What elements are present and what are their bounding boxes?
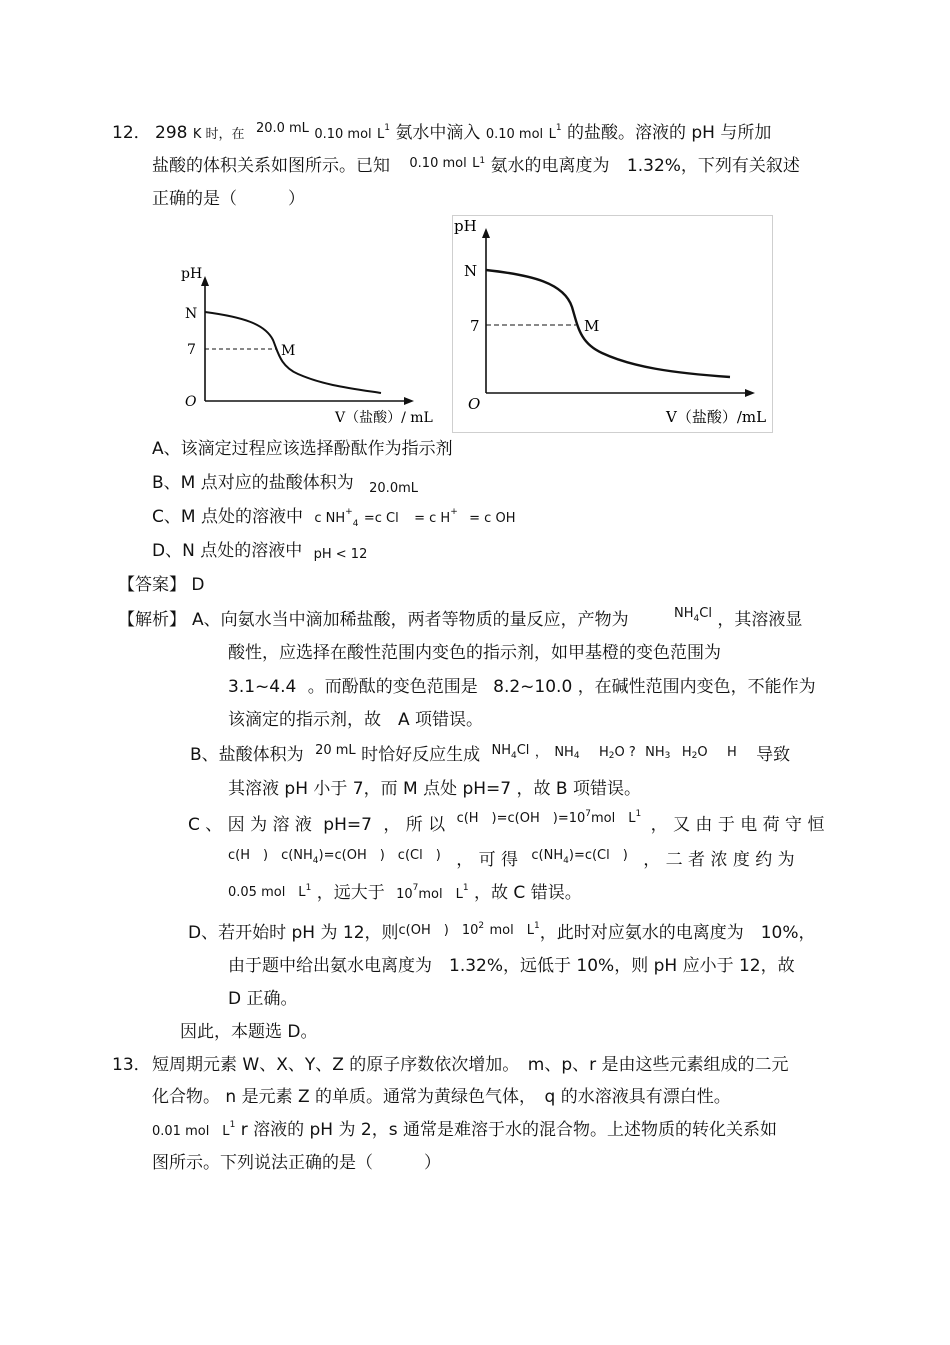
- q13-line3-text: r 溶液的 pH 为 2，s 通常是难溶于水的混合物。上述物质的转化关系如: [240, 1120, 777, 1140]
- q12-option-b-text: B、M 点对应的盐酸体积为: [152, 473, 354, 493]
- q12-ph-text: pH: [691, 123, 715, 143]
- q12-ammonia-text: 氨水中滴入: [395, 123, 481, 143]
- q12-line2-a: 盐酸的体积关系如图所示。已知: [152, 156, 390, 176]
- analysis-a-text: A、向氨水当中滴加稀盐酸，两者等物质的量反应，产物为: [192, 610, 629, 630]
- analysis-b-sub3: 2: [608, 751, 615, 761]
- analysis-b-text2: 时恰好反应生成: [361, 745, 481, 765]
- analysis-c-tail: ， 又 由 于 电 荷 守 恒: [650, 815, 825, 835]
- analysis-a-nh: NH: [674, 606, 694, 621]
- q12-option-c-eq2: =c Cl: [363, 511, 399, 526]
- q12-option-c-eq4: = c OH: [469, 511, 516, 526]
- analysis-c-line1: [188, 809, 825, 835]
- left-y-label: pH: [181, 266, 203, 282]
- q13-conc: 0.01 mol L: [152, 1124, 230, 1139]
- q12-option-c-sup2: +: [450, 507, 458, 517]
- analysis-c-ten: 10: [396, 887, 413, 902]
- analysis-b-o: O ?: [614, 745, 636, 760]
- right-y-label: pH: [454, 217, 477, 235]
- q12-option-c: [152, 507, 516, 529]
- analysis-b-h: H: [598, 745, 609, 760]
- right-chart-frame: [453, 216, 773, 433]
- analysis-a-line2: 酸性，应选择在酸性范围内变色的指示剂，如甲基橙的变色范围为: [228, 643, 721, 663]
- analysis-b-vol: 20 mL: [315, 743, 356, 758]
- q12-hcl-text: 的盐酸。溶液的: [566, 123, 686, 143]
- analysis-c-exp4: 7: [412, 883, 419, 893]
- analysis-c-sub1: 4: [312, 856, 319, 866]
- left-7-label: 7: [187, 342, 196, 358]
- q12-line2-b: 氨水的电离度为: [490, 156, 610, 176]
- analysis-c-text5: ，远大于: [316, 883, 385, 903]
- q12-option-d-text: D、N 点处的溶液中: [152, 541, 303, 561]
- q13-line4: 图所示。下列说法正确的是（ ）: [152, 1153, 441, 1173]
- analysis-c-exp2: 1: [635, 809, 642, 819]
- analysis-a-tail: ，其溶液显: [717, 610, 803, 630]
- q12-unit-l1: L: [377, 127, 385, 142]
- q12-line2: [152, 158, 800, 175]
- analysis-a-end: ，在碱性范围内变色，不能作为: [577, 677, 816, 697]
- q12-line3: 正确的是（ ）: [152, 189, 305, 209]
- analysis-b-h2: H: [681, 745, 692, 760]
- q12-unit-k: K 时，在: [192, 127, 245, 142]
- analysis-b-sub5: 2: [691, 751, 698, 761]
- q12-conc1: 0.10 mol: [314, 127, 372, 142]
- analysis-a-mid: 。而酚酞的变色范围是: [307, 677, 478, 697]
- analysis-b-nh: NH: [491, 743, 511, 758]
- analysis-b-sub4: 3: [664, 751, 671, 761]
- analysis-a-sub: 4: [693, 614, 700, 624]
- right-origin-label: O: [468, 395, 481, 413]
- q12-exp1: 1: [384, 123, 391, 133]
- analysis-tag: 【解析】: [118, 610, 186, 630]
- left-x-label: V（盐酸）/ mL: [335, 410, 433, 426]
- q12-exp2: 1: [555, 123, 562, 133]
- analysis-b-o2: O: [697, 745, 708, 760]
- right-7-label: 7: [470, 317, 480, 335]
- analysis-c-text: C 、 因 为 溶 液: [188, 815, 312, 835]
- analysis-c-eq3: )=c(OH ) c(Cl ): [318, 848, 441, 863]
- analysis-b-line1: [190, 743, 791, 765]
- left-origin-label: O: [185, 394, 197, 410]
- analysis-d-eq: c(OH ) 10: [398, 923, 479, 938]
- analysis-c-text2: ， 所 以: [383, 815, 446, 835]
- q13-number: 13．: [112, 1055, 151, 1075]
- q12-conc2: 0.10 mol: [485, 127, 544, 142]
- analysis-b-cl: Cl: [516, 743, 530, 758]
- analysis-d-exp2: 1: [533, 921, 540, 931]
- q13-line3: [152, 1122, 777, 1139]
- analysis-c-text3: ， 可 得: [456, 850, 518, 870]
- analysis-b-hplus: H: [726, 745, 737, 760]
- analysis-c-eq4: c(NH: [531, 848, 564, 863]
- analysis-conclusion: 因此，本题选 D。: [180, 1022, 318, 1042]
- q12-option-a: A、该滴定过程应该选择酚酞作为指示剂: [152, 439, 453, 459]
- analysis-a-line3: [228, 679, 816, 696]
- analysis-b-tail: 导致: [756, 745, 791, 765]
- analysis-c-eq5: )=c(Cl ): [568, 848, 628, 863]
- q13-line2: 化合物。 n 是元素 Z 的单质。通常为黄绿色气体， q 的水溶液具有漂白性。: [152, 1087, 731, 1107]
- analysis-c-exp3: 1: [305, 883, 312, 893]
- analysis-c-conc: 0.05 mol L: [228, 885, 306, 900]
- analysis-b-text: B、盐酸体积为: [190, 745, 304, 765]
- q12-line2-conc: 0.10 mol: [409, 156, 467, 171]
- analysis-d-text: D、若开始时 pH 为 12，则: [188, 923, 399, 943]
- analysis-a-cl: Cl: [699, 606, 712, 621]
- analysis-c-exp5: 1: [462, 883, 469, 893]
- analysis-a-line4: 该滴定的指示剂，故 A 项错误。: [228, 710, 484, 730]
- q12-option-d: [152, 543, 367, 560]
- analysis-d-line3: D 正确。: [228, 989, 298, 1009]
- analysis-c-ph: pH=7: [323, 815, 372, 835]
- right-ph-curve-chart: [452, 215, 774, 434]
- q12-unit-l2: L: [548, 127, 556, 142]
- right-m-label: M: [584, 317, 600, 335]
- analysis-a-range2: 8.2~10.0: [493, 677, 573, 697]
- q12-number: 12．: [112, 123, 151, 143]
- analysis-d-line2: 由于题中给出氨水电离度为 1.32%，远低于 10%，则 pH 应小于 12，故: [228, 956, 795, 976]
- q12-option-c-eq3: = c H: [414, 511, 451, 526]
- q12-line1-end: 与所加: [720, 123, 772, 143]
- analysis-d-tail: ，此时对应氨水的电离度为 10%，: [539, 923, 816, 943]
- analysis-b-sub2: 4: [573, 751, 580, 761]
- q13-exp: 1: [229, 1120, 236, 1130]
- analysis-c-line2: [228, 848, 795, 870]
- q12-line2-c: 1.32%，下列有关叙述: [626, 156, 800, 176]
- q12-answer: 【答案】 D: [118, 575, 205, 595]
- analysis-c-line3: [228, 885, 582, 902]
- analysis-c-unit: mol L: [591, 811, 636, 826]
- analysis-b-sub1: 4: [510, 751, 517, 761]
- analysis-b-nh3: NH: [645, 745, 665, 760]
- q12-option-d-ph: pH < 12: [313, 547, 368, 562]
- analysis-b-nh4: ， NH: [534, 745, 574, 760]
- analysis-c-eq: c(H )=c(OH )=10: [456, 811, 586, 826]
- analysis-c-unit2: mol L: [418, 887, 463, 902]
- q12-option-c-text: C、M 点处的溶液中: [152, 507, 303, 527]
- analysis-c-text4: ， 二 者 浓 度 约 为: [643, 850, 795, 870]
- q12-option-b: [152, 473, 418, 496]
- analysis-a-range1: 3.1~4.4: [228, 677, 297, 697]
- analysis-a-line1: [192, 606, 803, 630]
- analysis-c-sub2: 4: [563, 856, 569, 866]
- q12-option-c-sub1: 4: [352, 519, 359, 529]
- analysis-d-exp1: 2: [478, 921, 485, 931]
- left-chart-frame: [173, 262, 453, 434]
- right-n-label: N: [464, 262, 478, 280]
- analysis-b-line2: 其溶液 pH 小于 7，而 M 点处 pH=7 ，故 B 项错误。: [228, 779, 641, 799]
- q12-temp: 298: [155, 123, 188, 143]
- q12-line1: [155, 121, 772, 143]
- analysis-c-exp1: 7: [585, 809, 591, 819]
- left-n-label: N: [185, 306, 198, 322]
- q12-line2-exp: 1: [479, 156, 486, 166]
- q12-option-c-eq1: c NH: [314, 511, 346, 526]
- analysis-d-unit: mol L: [489, 923, 534, 938]
- right-x-label: V（盐酸）/mL: [666, 408, 767, 426]
- left-m-label: M: [281, 343, 296, 359]
- q12-option-c-sup1: +: [345, 507, 353, 517]
- q12-volume: 20.0 mL: [255, 121, 309, 136]
- analysis-d-line1: [188, 921, 816, 943]
- q12-line2-unit: L: [472, 156, 480, 171]
- analysis-c-tail2: ，故 C 错误。: [474, 883, 582, 903]
- left-ph-curve-chart: [173, 262, 453, 434]
- q12-option-b-volume: 20.0mL: [369, 481, 418, 496]
- q13-line1: 短周期元素 W、X、Y、Z 的原子序数依次增加。 m、p、r 是由这些元素组成的二元: [152, 1055, 789, 1075]
- analysis-c-eq2: c(H ) c(NH: [228, 848, 313, 863]
